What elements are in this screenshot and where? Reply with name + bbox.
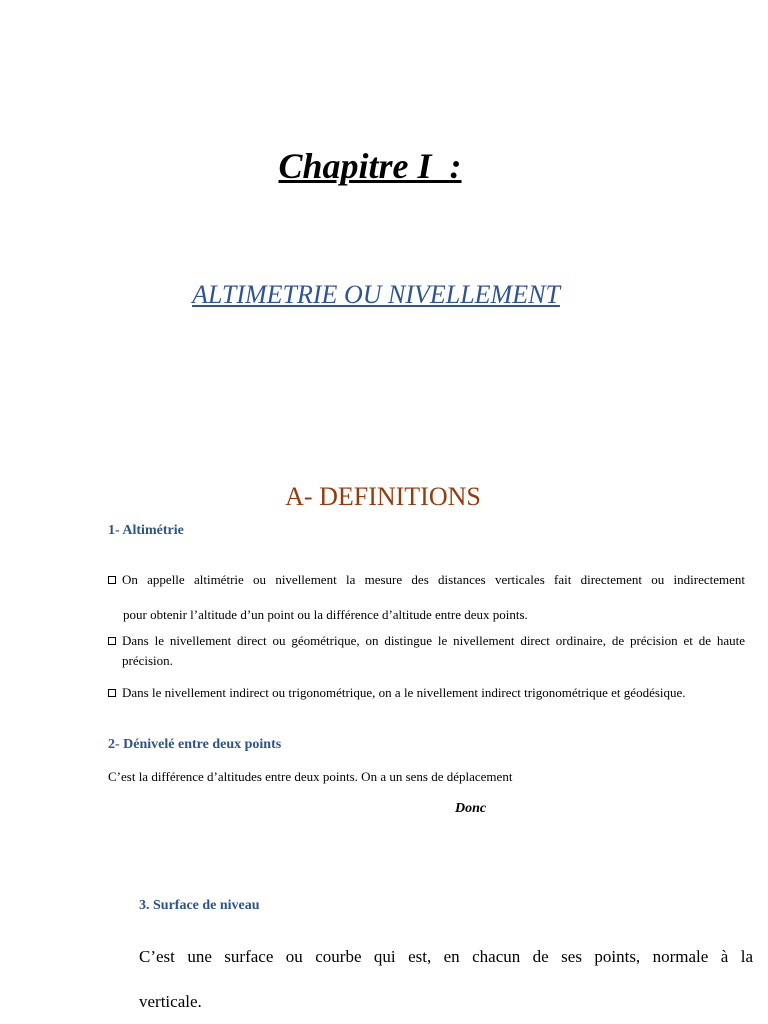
section-title: A- DEFINITIONS bbox=[285, 482, 481, 511]
donc-label: Donc bbox=[455, 801, 487, 816]
bullet-1-line-1: On appelle altimétrie ou nivellement la mesure des distances verticales fait directement ou indirectement bbox=[122, 572, 745, 587]
bullet-1-line-2: pour obtenir l’altitude d’un point ou la différence d’altitude entre deux points. bbox=[123, 607, 528, 622]
checkbox-bullet-icon bbox=[108, 637, 116, 645]
chapter-subtitle: ALTIMETRIE OU NIVELLEMENT bbox=[192, 280, 560, 309]
denivele-text: C’est la différence d’altitudes entre deux points. On a un sens de déplacement bbox=[108, 769, 513, 784]
checkbox-bullet-icon bbox=[108, 576, 116, 584]
bullet-item-2 bbox=[108, 631, 745, 671]
surface-text-line-1: C’est une surface ou courbe qui est, en chacun de ses points, normale à la bbox=[139, 947, 753, 966]
chapter-title: Chapitre I : bbox=[278, 146, 462, 186]
bullet-3-text: Dans le nivellement indirect ou trigonométrique, on a le nivellement indirect trigonométrique et géodésique. bbox=[122, 685, 686, 700]
surface-text-line-2: verticale. bbox=[139, 992, 202, 1011]
heading-denivele: 2- Dénivelé entre deux points bbox=[108, 737, 282, 752]
heading-surface-niveau: 3. Surface de niveau bbox=[139, 898, 260, 913]
bullet-2-text: Dans le nivellement direct ou géométrique, on distingue le nivellement direct ordinaire, de précision et de haute précision. bbox=[122, 633, 745, 668]
bullet-item-3 bbox=[108, 683, 745, 703]
bullet-item-1 bbox=[108, 570, 745, 590]
heading-altimetrie: 1- Altimétrie bbox=[108, 523, 184, 538]
checkbox-bullet-icon bbox=[108, 689, 116, 697]
